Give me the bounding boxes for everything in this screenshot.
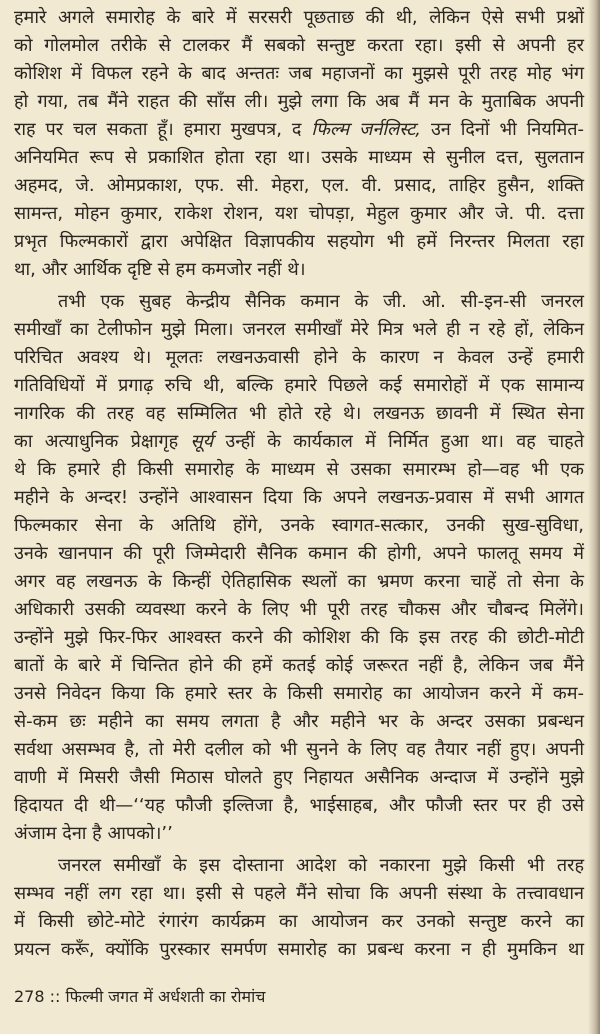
text-line: नागरिक की तरह वह सम्मिलित भी होते रहे थे। लखनऊ छावनी में स्थित सेना	[14, 403, 584, 424]
text-line: कोशिश में विफल रहने के बाद अन्ततः जब महाजनों का मुझसे पूरी तरह मोह भंग	[14, 63, 584, 84]
page-number: 278	[14, 987, 45, 1006]
text-line	[14, 116, 584, 144]
page-binding-shadow	[588, 0, 600, 1034]
text-line: को गोलमोल तरीके से टालकर मैं सबको सन्तुष्ट करता रहा। इसी से अपनी हर	[14, 35, 584, 56]
text-line: गतिविधियों में प्रगाढ़ रुचि थी, बल्कि हमारे पिछले कई समारोहों में एक सामान्य	[14, 375, 584, 396]
text-line: उनके खानपान की पूरी जिम्मेदारी सैनिक कमान की होगी, अपने फालतू समय में	[14, 543, 584, 564]
text-line: फिल्मकार सेना के अतिथि होंगे, उनके स्वागत-सत्कार, उनकी सुख-सुविधा,	[14, 515, 584, 536]
text-line: महीने के अन्दर! उन्होंने आश्वासन दिया कि अपने लखनऊ-प्रवास में सभी आगत	[14, 487, 584, 508]
text-line: थे कि हमारे ही किसी समारोह के माध्यम से उसका समारम्भ हो—वह भी एक	[14, 459, 584, 480]
text-line: हो गया, तब मैंने राहत की साँस ली। मुझे लगा कि अब मैं मन के मुताबिक अपनी	[14, 91, 584, 112]
italic-title: सूर्य	[190, 431, 214, 452]
text-line: बातों के बारे में चिन्तित होने की हमें कतई कोई जरूरत नहीं है, लेकिन जब मैंने	[14, 655, 584, 676]
text-line: अगर वह लखनऊ के किन्हीं ऐतिहासिक स्थलों का भ्रमण करना चाहें तो सेना के	[14, 571, 584, 592]
text-line: अनियमित रूप से प्रकाशित होता रहा था। उसके माध्यम से सुनील दत्त, सुलतान	[14, 147, 584, 168]
paragraph	[14, 288, 584, 848]
text-segment: का अत्याधुनिक प्रेक्षागृह	[14, 431, 191, 452]
text-line: में किसी छोटे-मोटे रंगारंग कार्यक्रम का आयोजन कर उनको सन्तुष्ट करने का	[14, 911, 584, 932]
text-line: अधिकारी उसकी व्यवस्था करने के लिए भी पूरी तरह चौकस और चौबन्द मिलेंगे।	[14, 599, 584, 620]
text-line: सर्वथा असम्भव है, तो मेरी दलील को भी सुनने के लिए वह तैयार नहीं हुए। अपनी	[14, 739, 584, 760]
text-line: सामन्त, मोहन कुमार, राकेश रोशन, यश चोपड़ा, मेहुल कुमार और जे. पी. दत्ता	[14, 203, 584, 224]
text-segment: उन्हीं के कार्यकाल में निर्मित हुआ था। वह चाहते	[213, 431, 584, 452]
footer-separator: ::	[44, 987, 66, 1006]
text-segment: राह पर चल सकता हूँ। हमारा मुखपत्र, द	[14, 119, 312, 140]
text-line: वाणी में मिसरी जैसी मिठास घोलते हुए निहायत असैनिक अन्दाज में उन्होंने मुझे	[14, 767, 584, 788]
text-line: था, और आर्थिक दृष्टि से हम कमजोर नहीं थे।	[14, 259, 306, 280]
text-segment: उन दिनों भी नियमित-	[421, 119, 584, 140]
running-title: फिल्मी जगत में अर्धशती का रोमांच	[65, 987, 266, 1006]
text-line: प्रयत्न करूँ, क्योंकि पुरस्कार समर्पण समारोह का प्रबन्ध करना न ही मुमकिन था	[14, 939, 584, 960]
text-line: तभी एक सुबह केन्द्रीय सैनिक कमान के जी. ओ. सी-इन-सी जनरल	[58, 291, 584, 312]
text-line: अंजाम देना है आपको।’’	[14, 823, 173, 844]
text-line: उनसे निवेदन किया कि हमारे स्तर के किसी समारोह का आयोजन करने में कम-	[14, 683, 584, 704]
text-line: हिदायत दी थी—‘‘यह फौजी इल्तिजा है, भाईसाहब, और फौजी स्तर पर ही उसे	[14, 795, 584, 816]
text-line: उन्होंने मुझे फिर-फिर आश्वस्त करने की कोशिश की कि इस तरह की छोटी-मोटी	[14, 627, 584, 648]
page-footer	[14, 986, 600, 1028]
text-line	[14, 428, 584, 456]
text-line: प्रभृत फिल्मकारों द्वारा अपेक्षित विज्ञापकीय सहयोग भी हमें निरन्तर मिलता रहा	[14, 231, 584, 252]
paragraph	[14, 852, 584, 964]
text-line: परिचित अवश्य थे। मूलतः लखनऊवासी होने के कारण न केवल उन्हें हमारी	[14, 347, 584, 368]
text-line: जनरल समीखाँ के इस दोस्ताना आदेश को नकारना मुझे किसी भी तरह	[58, 855, 584, 876]
text-line: से-कम छः महीने का समय लगता है और महीने भर के अन्दर उसका प्रबन्धन	[14, 711, 584, 732]
italic-title: फिल्म जर्नलिस्ट,	[311, 119, 422, 140]
text-line: सम्भव नहीं लग रहा था। इसी से पहले मैंने सोचा कि अपनी संस्था के तत्त्वावधान	[14, 883, 584, 904]
text-line: हमारे अगले समारोह के बारे में सरसरी पूछताछ की थी, लेकिन ऐसे सभी प्रश्नों	[14, 7, 584, 28]
text-line: अहमद, जे. ओमप्रकाश, एफ. सी. मेहरा, एल. वी. प्रसाद, ताहिर हुसैन, शक्ति	[14, 175, 584, 196]
text-line: समीखाँ का टेलीफोन मुझे मिला। जनरल समीखाँ मेरे मित्र भले ही न रहे हों, लेकिन	[14, 319, 584, 340]
paragraph	[14, 4, 584, 284]
book-page-body	[14, 0, 584, 964]
